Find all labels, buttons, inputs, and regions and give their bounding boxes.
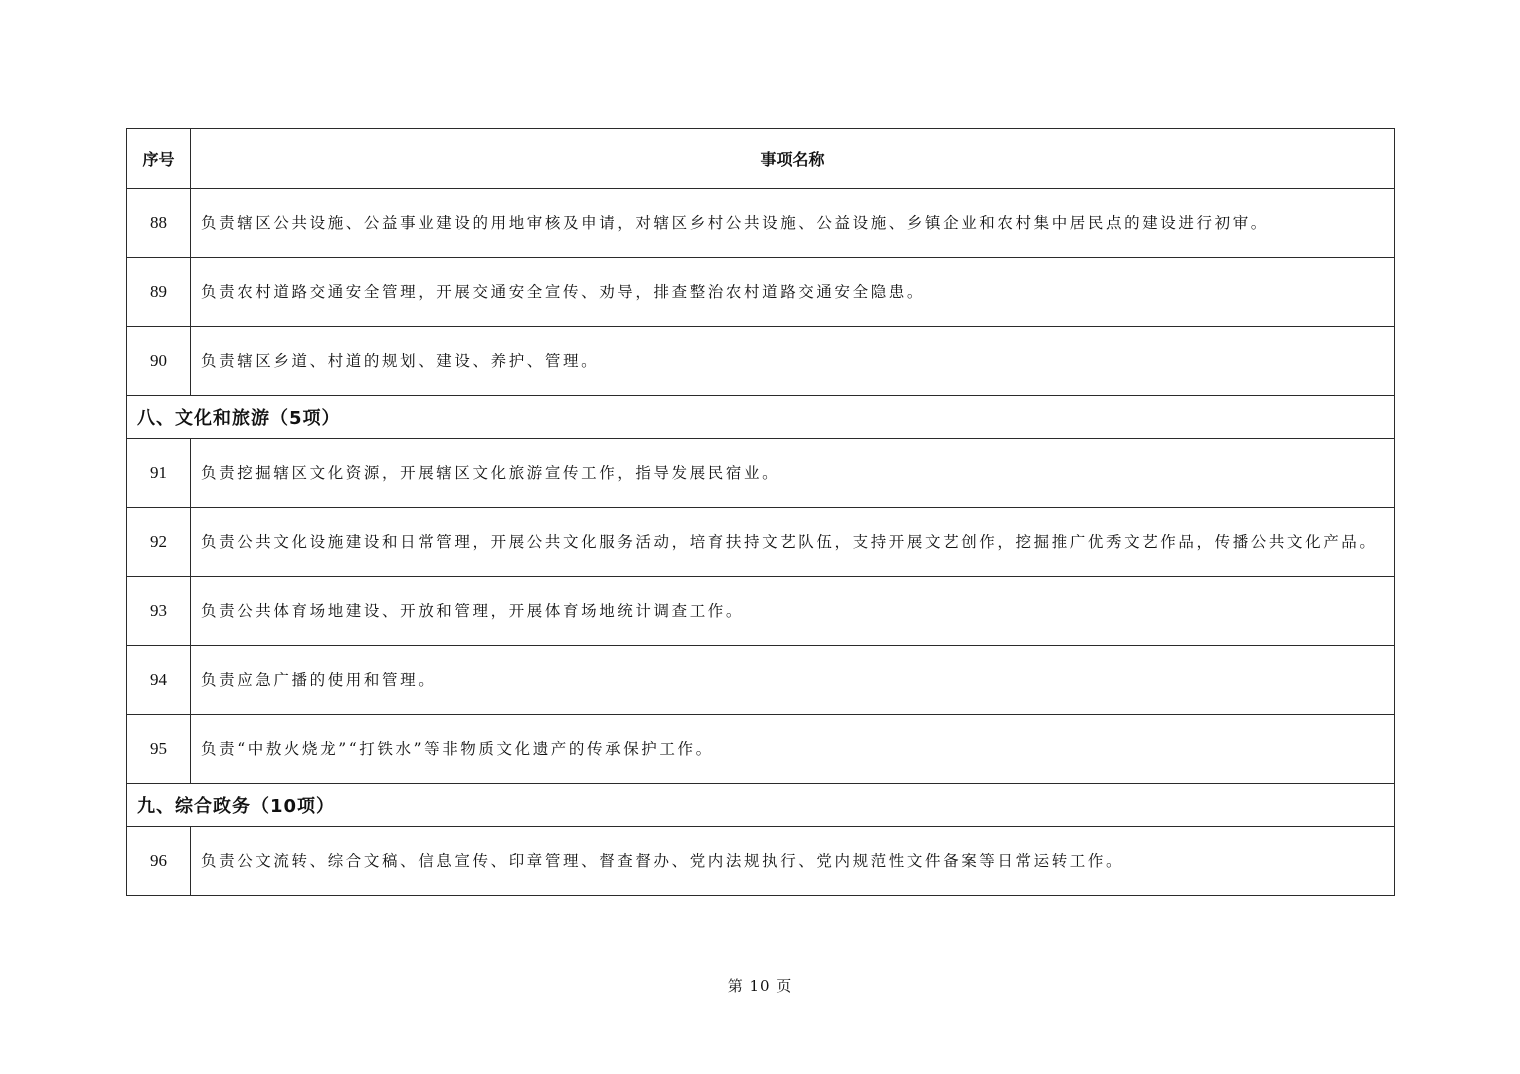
table-row xyxy=(127,827,1395,896)
page-number: 第 10 页 xyxy=(727,977,793,995)
row-number: 91 xyxy=(127,439,191,508)
table-header-row xyxy=(127,129,1395,189)
row-number: 95 xyxy=(127,715,191,784)
table-row xyxy=(127,439,1395,508)
row-item-name: 负责挖掘辖区文化资源，开展辖区文化旅游宣传工作，指导发展民宿业。 xyxy=(191,439,1395,508)
row-item-name: 负责应急广播的使用和管理。 xyxy=(191,646,1395,715)
row-number: 96 xyxy=(127,827,191,896)
table-row xyxy=(127,189,1395,258)
section-header-row xyxy=(127,784,1395,827)
section-title-culture-tourism: 八、文化和旅游（5项） xyxy=(127,396,1395,439)
row-item-name: 负责“中敖火烧龙”“打铁水”等非物质文化遗产的传承保护工作。 xyxy=(191,715,1395,784)
table-row xyxy=(127,258,1395,327)
row-number: 92 xyxy=(127,508,191,577)
row-item-name: 负责公共体育场地建设、开放和管理，开展体育场地统计调查工作。 xyxy=(191,577,1395,646)
items-table xyxy=(126,128,1395,896)
header-item-name: 事项名称 xyxy=(191,129,1395,189)
table-row xyxy=(127,715,1395,784)
table-row xyxy=(127,508,1395,577)
row-number: 93 xyxy=(127,577,191,646)
row-item-name: 负责公共文化设施建设和日常管理，开展公共文化服务活动，培育扶持文艺队伍，支持开展文艺创作，挖掘推广优秀文艺作品，传播公共文化产品。 xyxy=(191,508,1395,577)
table-row xyxy=(127,577,1395,646)
section-header-row xyxy=(127,396,1395,439)
row-number: 89 xyxy=(127,258,191,327)
row-item-name: 负责农村道路交通安全管理，开展交通安全宣传、劝导，排查整治农村道路交通安全隐患。 xyxy=(191,258,1395,327)
row-number: 94 xyxy=(127,646,191,715)
row-number: 88 xyxy=(127,189,191,258)
section-title-general-affairs: 九、综合政务（10项） xyxy=(127,784,1395,827)
table-row xyxy=(127,646,1395,715)
header-serial-number: 序号 xyxy=(127,129,191,189)
row-item-name: 负责辖区乡道、村道的规划、建设、养护、管理。 xyxy=(191,327,1395,396)
row-item-name: 负责公文流转、综合文稿、信息宣传、印章管理、督查督办、党内法规执行、党内规范性文件备案等日常运转工作。 xyxy=(191,827,1395,896)
table-row xyxy=(127,327,1395,396)
row-number: 90 xyxy=(127,327,191,396)
row-item-name: 负责辖区公共设施、公益事业建设的用地审核及申请，对辖区乡村公共设施、公益设施、乡镇企业和农村集中居民点的建设进行初审。 xyxy=(191,189,1395,258)
